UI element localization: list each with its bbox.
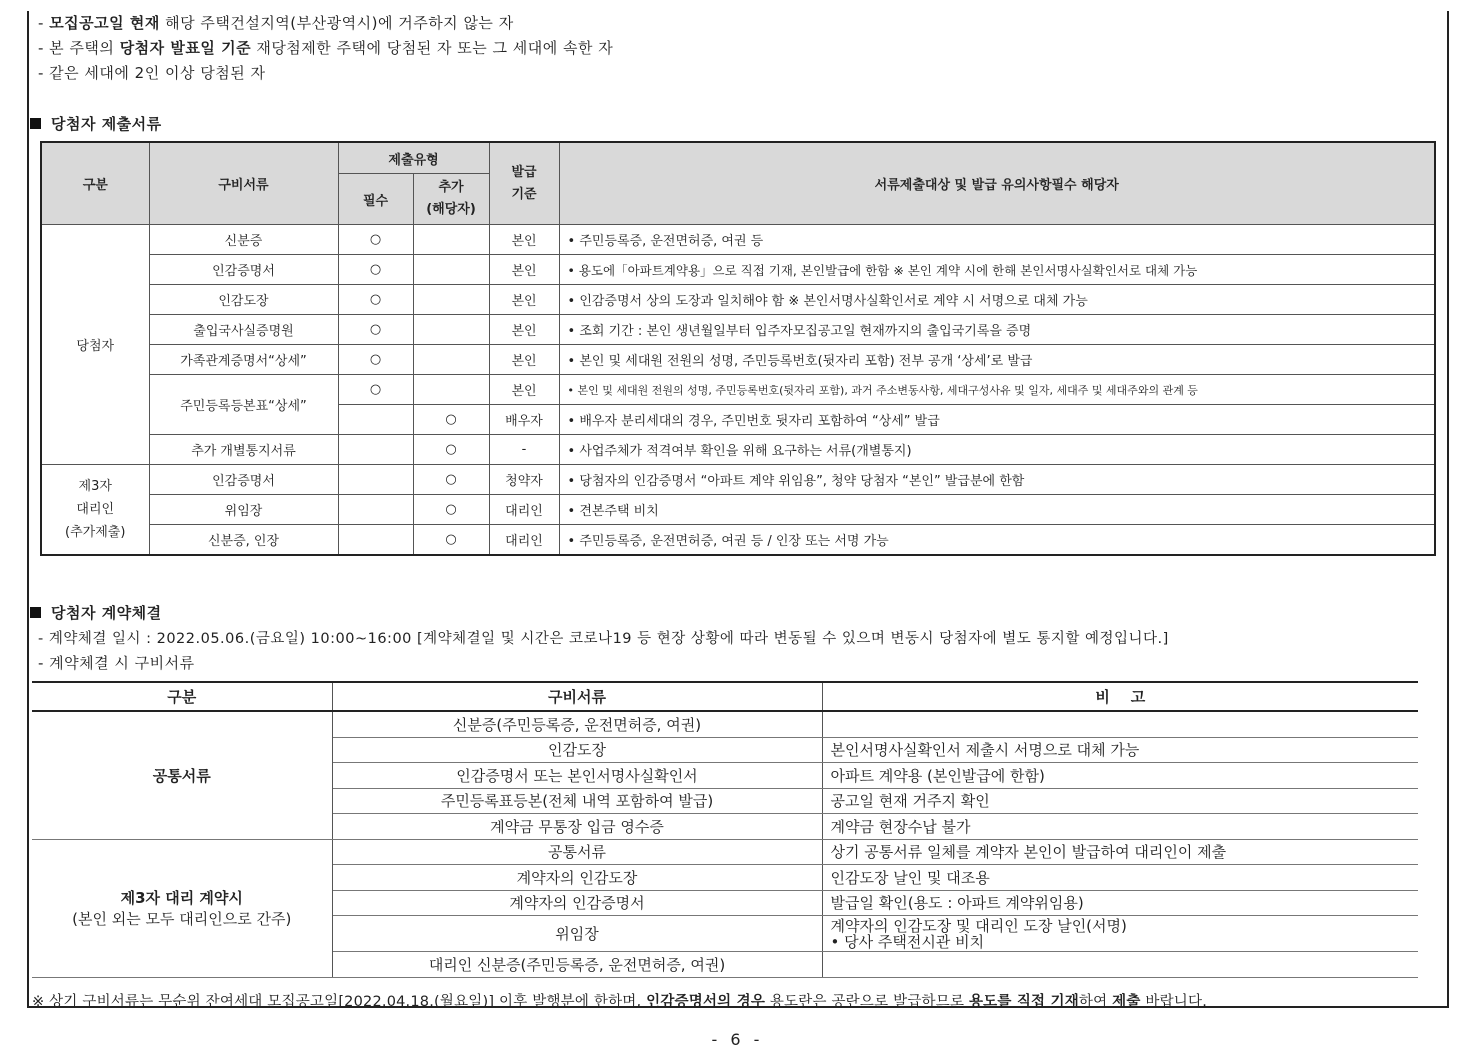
basis-cell: 본인 xyxy=(489,285,559,315)
basis-cell: 배우자 xyxy=(489,405,559,435)
winner-documents-table xyxy=(40,141,1436,556)
doc-cell: 신분증, 인장 xyxy=(149,525,338,556)
col-header-additional: 추가 (해당자) xyxy=(413,174,489,225)
page-number: - 6 - xyxy=(711,1030,764,1049)
table-row xyxy=(41,375,1435,405)
basis-cell: 본인 xyxy=(489,255,559,285)
doc-cell: 추가 개별통지서류 xyxy=(149,435,338,465)
col-header-required: 필수 xyxy=(338,174,413,225)
contract-line: - 계약체결 일시 : 2022.05.06.(금요일) 10:00~16:00 [계약체결일 및 시간은 코로나19 등 현장 상황에 따라 변동될 수 있으며 변동시 당첨자에 별도 통지할 예정입니다.] xyxy=(38,631,1169,647)
additional-mark: ○ xyxy=(413,525,489,556)
required-mark xyxy=(338,525,413,556)
note-cell: • 사업주체가 적격여부 확인을 위해 요구하는 서류(개별통지) xyxy=(559,435,1435,465)
proxy-label: 제3자 대리 계약시 xyxy=(120,889,243,907)
intro-line: - 모집공고일 현재 해당 주택건설지역(부산광역시)에 거주하지 않는 자 xyxy=(38,14,514,32)
col-header-notes: 서류제출대상 및 발급 유의사항필수 해당자 xyxy=(559,142,1435,225)
remark-cell xyxy=(822,952,1418,978)
additional-mark xyxy=(413,225,489,255)
table-row xyxy=(32,711,1418,737)
remark-cell: 계약금 현장수납 불가 xyxy=(822,814,1418,840)
doc-cell: 신분증(주민등록증, 운전면허증, 여권) xyxy=(332,711,822,737)
col-header-category: 구분 xyxy=(32,682,332,711)
remark-line: • 당사 주택전시관 비치 xyxy=(830,932,985,951)
additional-mark: ○ xyxy=(413,465,489,495)
note-cell: • 배우자 분리세대의 경우, 주민번호 뒷자리 포함하여 “상세” 발급 xyxy=(559,405,1435,435)
required-mark: ○ xyxy=(338,225,413,255)
table-row xyxy=(41,495,1435,525)
proxy-sublabel: (본인 외는 모두 대리인으로 간주) xyxy=(72,910,292,928)
basis-cell: 본인 xyxy=(489,315,559,345)
col-header-issue-basis: 발급 기준 xyxy=(489,142,559,225)
required-mark: ○ xyxy=(338,345,413,375)
table-row xyxy=(41,525,1435,556)
remark-cell: 발급일 확인(용도 : 아파트 계약위임용) xyxy=(822,890,1418,916)
table-row xyxy=(41,255,1435,285)
doc-cell: 계약자의 인감도장 xyxy=(332,865,822,891)
doc-cell: 주민등록등본표“상세” xyxy=(149,375,338,435)
additional-mark: ○ xyxy=(413,405,489,435)
additional-mark xyxy=(413,285,489,315)
required-mark xyxy=(338,435,413,465)
note-cell: • 주민등록증, 운전면허증, 여권 등 xyxy=(559,225,1435,255)
table-row xyxy=(41,315,1435,345)
note-cell: • 주민등록증, 운전면허증, 여권 등 / 인장 또는 서명 가능 xyxy=(559,525,1435,556)
basis-cell: 대리인 xyxy=(489,525,559,556)
square-bullet-icon xyxy=(30,607,41,618)
note-cell: • 당첨자의 인감증명서 “아파트 계약 위임용”, 청약 당첨자 “본인” 발급분에 한함 xyxy=(559,465,1435,495)
col-header-documents: 구비서류 xyxy=(332,682,822,711)
remark-cell: 공고일 현재 거주지 확인 xyxy=(822,788,1418,814)
doc-cell: 공통서류 xyxy=(332,839,822,865)
col-header-documents: 구비서류 xyxy=(149,142,338,225)
table-row xyxy=(41,225,1435,255)
remark-cell: 상기 공통서류 일체를 계약자 본인이 발급하여 대리인이 제출 xyxy=(822,839,1418,865)
doc-cell: 위임장 xyxy=(332,916,822,952)
required-mark: ○ xyxy=(338,315,413,345)
additional-mark xyxy=(413,255,489,285)
note-cell: • 본인 및 세대원 전원의 성명, 주민등록번호(뒷자리 포함), 과거 주소변동사항, 세대구성사유 및 일자, 세대주 및 세대주와의 관계 등 xyxy=(559,375,1435,405)
doc-cell: 인감증명서 xyxy=(149,255,338,285)
doc-cell: 인감증명서 또는 본인서명사실확인서 xyxy=(332,763,822,789)
table-row xyxy=(41,435,1435,465)
doc-cell: 신분증 xyxy=(149,225,338,255)
note-cell: • 인감증명서 상의 도장과 일치해야 함 ※ 본인서명사실확인서로 계약 시 서명으로 대체 가능 xyxy=(559,285,1435,315)
additional-mark: ○ xyxy=(413,495,489,525)
required-mark: ○ xyxy=(338,255,413,285)
footnote: ※ 상기 구비서류는 무순위 잔여세대 모집공고일[2022.04.18.(월요일)] 이후 발행분에 한하며, 인감증명서의 경우 용도란은 공란으로 발급하므로 용도를 직접 기재하여 제출 바랍니다. xyxy=(32,994,1208,1010)
doc-cell: 인감증명서 xyxy=(149,465,338,495)
group-label-common: 공통서류 xyxy=(32,711,332,839)
contract-line: - 계약체결 시 구비서류 xyxy=(38,654,195,672)
col-header-category: 구분 xyxy=(41,142,149,225)
intro-line: - 본 주택의 당첨자 발표일 기준 재당첨제한 주택에 당첨된 자 또는 그 세대에 속한 자 xyxy=(38,39,614,57)
remark-cell xyxy=(822,711,1418,737)
section-title: 당첨자 제출서류 xyxy=(30,113,162,134)
col-header-submit-type: 제출유형 xyxy=(338,142,489,174)
required-mark xyxy=(338,465,413,495)
col-header-remarks: 비 고 xyxy=(822,682,1418,711)
section-title: 당첨자 계약체결 xyxy=(30,602,162,623)
basis-cell: 본인 xyxy=(489,225,559,255)
doc-cell: 계약금 무통장 입금 영수증 xyxy=(332,814,822,840)
table-row xyxy=(32,839,1418,865)
group-label-winner: 당첨자 xyxy=(41,225,149,465)
basis-cell: - xyxy=(489,435,559,465)
doc-cell: 인감도장 xyxy=(149,285,338,315)
table-row xyxy=(41,465,1435,495)
doc-cell: 주민등록표등본(전체 내역 포함하여 발급) xyxy=(332,788,822,814)
square-bullet-icon xyxy=(30,118,41,129)
remark-cell: 아파트 계약용 (본인발급에 한함) xyxy=(822,763,1418,789)
doc-cell: 위임장 xyxy=(149,495,338,525)
required-mark xyxy=(338,405,413,435)
doc-cell: 출입국사실증명원 xyxy=(149,315,338,345)
note-cell: • 견본주택 비치 xyxy=(559,495,1435,525)
required-mark: ○ xyxy=(338,375,413,405)
remark-cell xyxy=(822,916,1418,952)
group-label-proxy: 제3자 대리인 (추가제출) xyxy=(41,465,149,556)
required-mark: ○ xyxy=(338,285,413,315)
additional-mark xyxy=(413,345,489,375)
basis-cell: 청약자 xyxy=(489,465,559,495)
note-cell: • 본인 및 세대원 전원의 성명, 주민등록번호(뒷자리 포함) 전부 공개 ‘상세’로 발급 xyxy=(559,345,1435,375)
table-row xyxy=(41,285,1435,315)
doc-cell: 인감도장 xyxy=(332,737,822,763)
required-mark xyxy=(338,495,413,525)
doc-cell: 계약자의 인감증명서 xyxy=(332,890,822,916)
additional-mark xyxy=(413,315,489,345)
remark-cell: 인감도장 날인 및 대조용 xyxy=(822,865,1418,891)
doc-cell: 대리인 신분증(주민등록증, 운전면허증, 여권) xyxy=(332,952,822,978)
note-cell: • 조회 기간 : 본인 생년월일부터 입주자모집공고일 현재까지의 출입국기록을 증명 xyxy=(559,315,1435,345)
group-label-proxy xyxy=(32,839,332,977)
note-cell: • 용도에「아파트계약용」으로 직접 기재, 본인발급에 한함 ※ 본인 계약 시에 한해 본인서명사실확인서로 대체 가능 xyxy=(559,255,1435,285)
basis-cell: 대리인 xyxy=(489,495,559,525)
contract-documents-table xyxy=(32,681,1418,978)
intro-line: - 같은 세대에 2인 이상 당첨된 자 xyxy=(38,64,266,82)
basis-cell: 본인 xyxy=(489,345,559,375)
table-row xyxy=(41,345,1435,375)
remark-line: 계약자의 인감도장 및 대리인 도장 날인(서명) xyxy=(830,916,1127,935)
doc-cell: 가족관계증명서“상세” xyxy=(149,345,338,375)
additional-mark xyxy=(413,375,489,405)
additional-mark: ○ xyxy=(413,435,489,465)
remark-cell: 본인서명사실확인서 제출시 서명으로 대체 가능 xyxy=(822,737,1418,763)
basis-cell: 본인 xyxy=(489,375,559,405)
